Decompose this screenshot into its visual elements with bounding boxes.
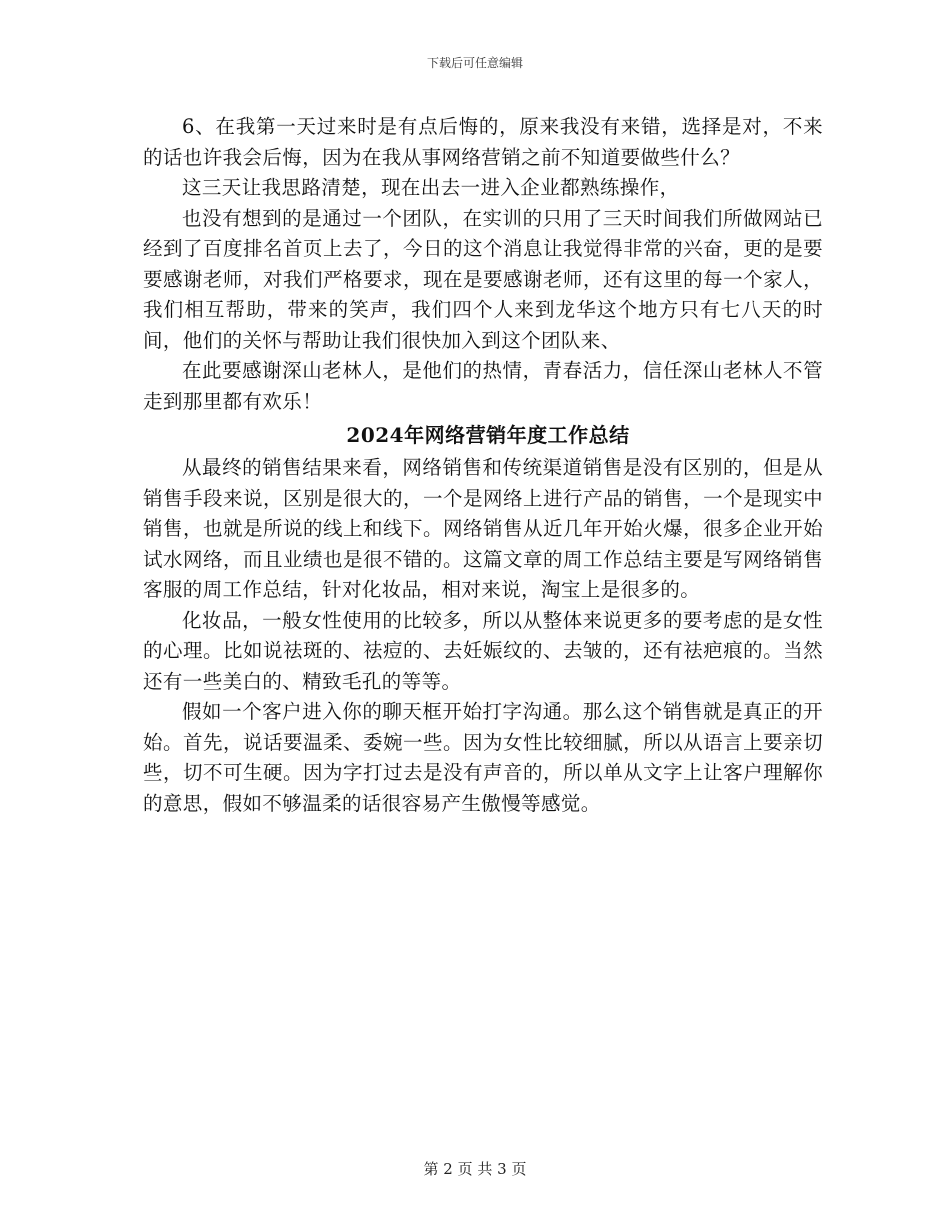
section-title: 2024年网络营销年度工作总结: [346, 423, 630, 447]
paragraph: 从最终的销售结果来看，网络销售和传统渠道销售是没有区别的，但是从销售手段来说，区别是很大的，一个是网络上进行产品的销售，一个是现实中销售，也就是所说的线上和线下。网络销售从近几年开始火爆，很多企业开始试水网络，而且业绩也是很不错的。这篇文章的周工作总结主要是写网络销售客服的周工作总结，针对化妆品，相对来说，淘宝上是很多的。: [143, 456, 823, 601]
document-body: [143, 112, 823, 819]
paragraph: 这三天让我思路清楚，现在出去一进入企业都熟练操作，: [182, 176, 680, 199]
page-number: 第 2 页 共 3 页: [423, 1160, 527, 1178]
paragraph: 在此要感谢深山老林人，是他们的热情，青春活力，信任深山老林人不管走到那里都有欢乐！: [143, 359, 823, 413]
paragraph: 假如一个客户进入你的聊天框开始打字沟通。那么这个销售就是真正的开始。首先，说话要温柔、委婉一些。因为女性比较细腻，所以从语言上要亲切些，切不可生硬。因为字打过去是没有声音的，所以单从文字上让客户理解你的意思，假如不够温柔的话很容易产生傲慢等感觉。: [143, 700, 823, 815]
paragraph: 也没有想到的是通过一个团队，在实训的只用了三天时间我们所做网站已经到了百度排名首页上去了，今日的这个消息让我觉得非常的兴奋，更的是要要感谢老师，对我们严格要求，现在是要感谢老师，还有这里的每一个家人，我们相互帮助，带来的笑声，我们四个人来到龙华这个地方只有七八天的时间，他们的关怀与帮助让我们很快加入到这个团队来、: [143, 206, 823, 352]
page-header-note: 下载后可任意编辑: [426, 56, 523, 70]
paragraph: 6、在我第一天过来时是有点后悔的，原来我没有来错，选择是对，不来的话也许我会后悔，因为在我从事网络营销之前不知道要做些什么？: [143, 115, 823, 169]
paragraph: 化妆品，一般女性使用的比较多，所以从整体来说更多的要考虑的是女性的心理。比如说祛斑的、祛痘的、去妊娠纹的、去皱的，还有祛疤痕的。当然还有一些美白的、精致毛孔的等等。: [143, 608, 823, 693]
